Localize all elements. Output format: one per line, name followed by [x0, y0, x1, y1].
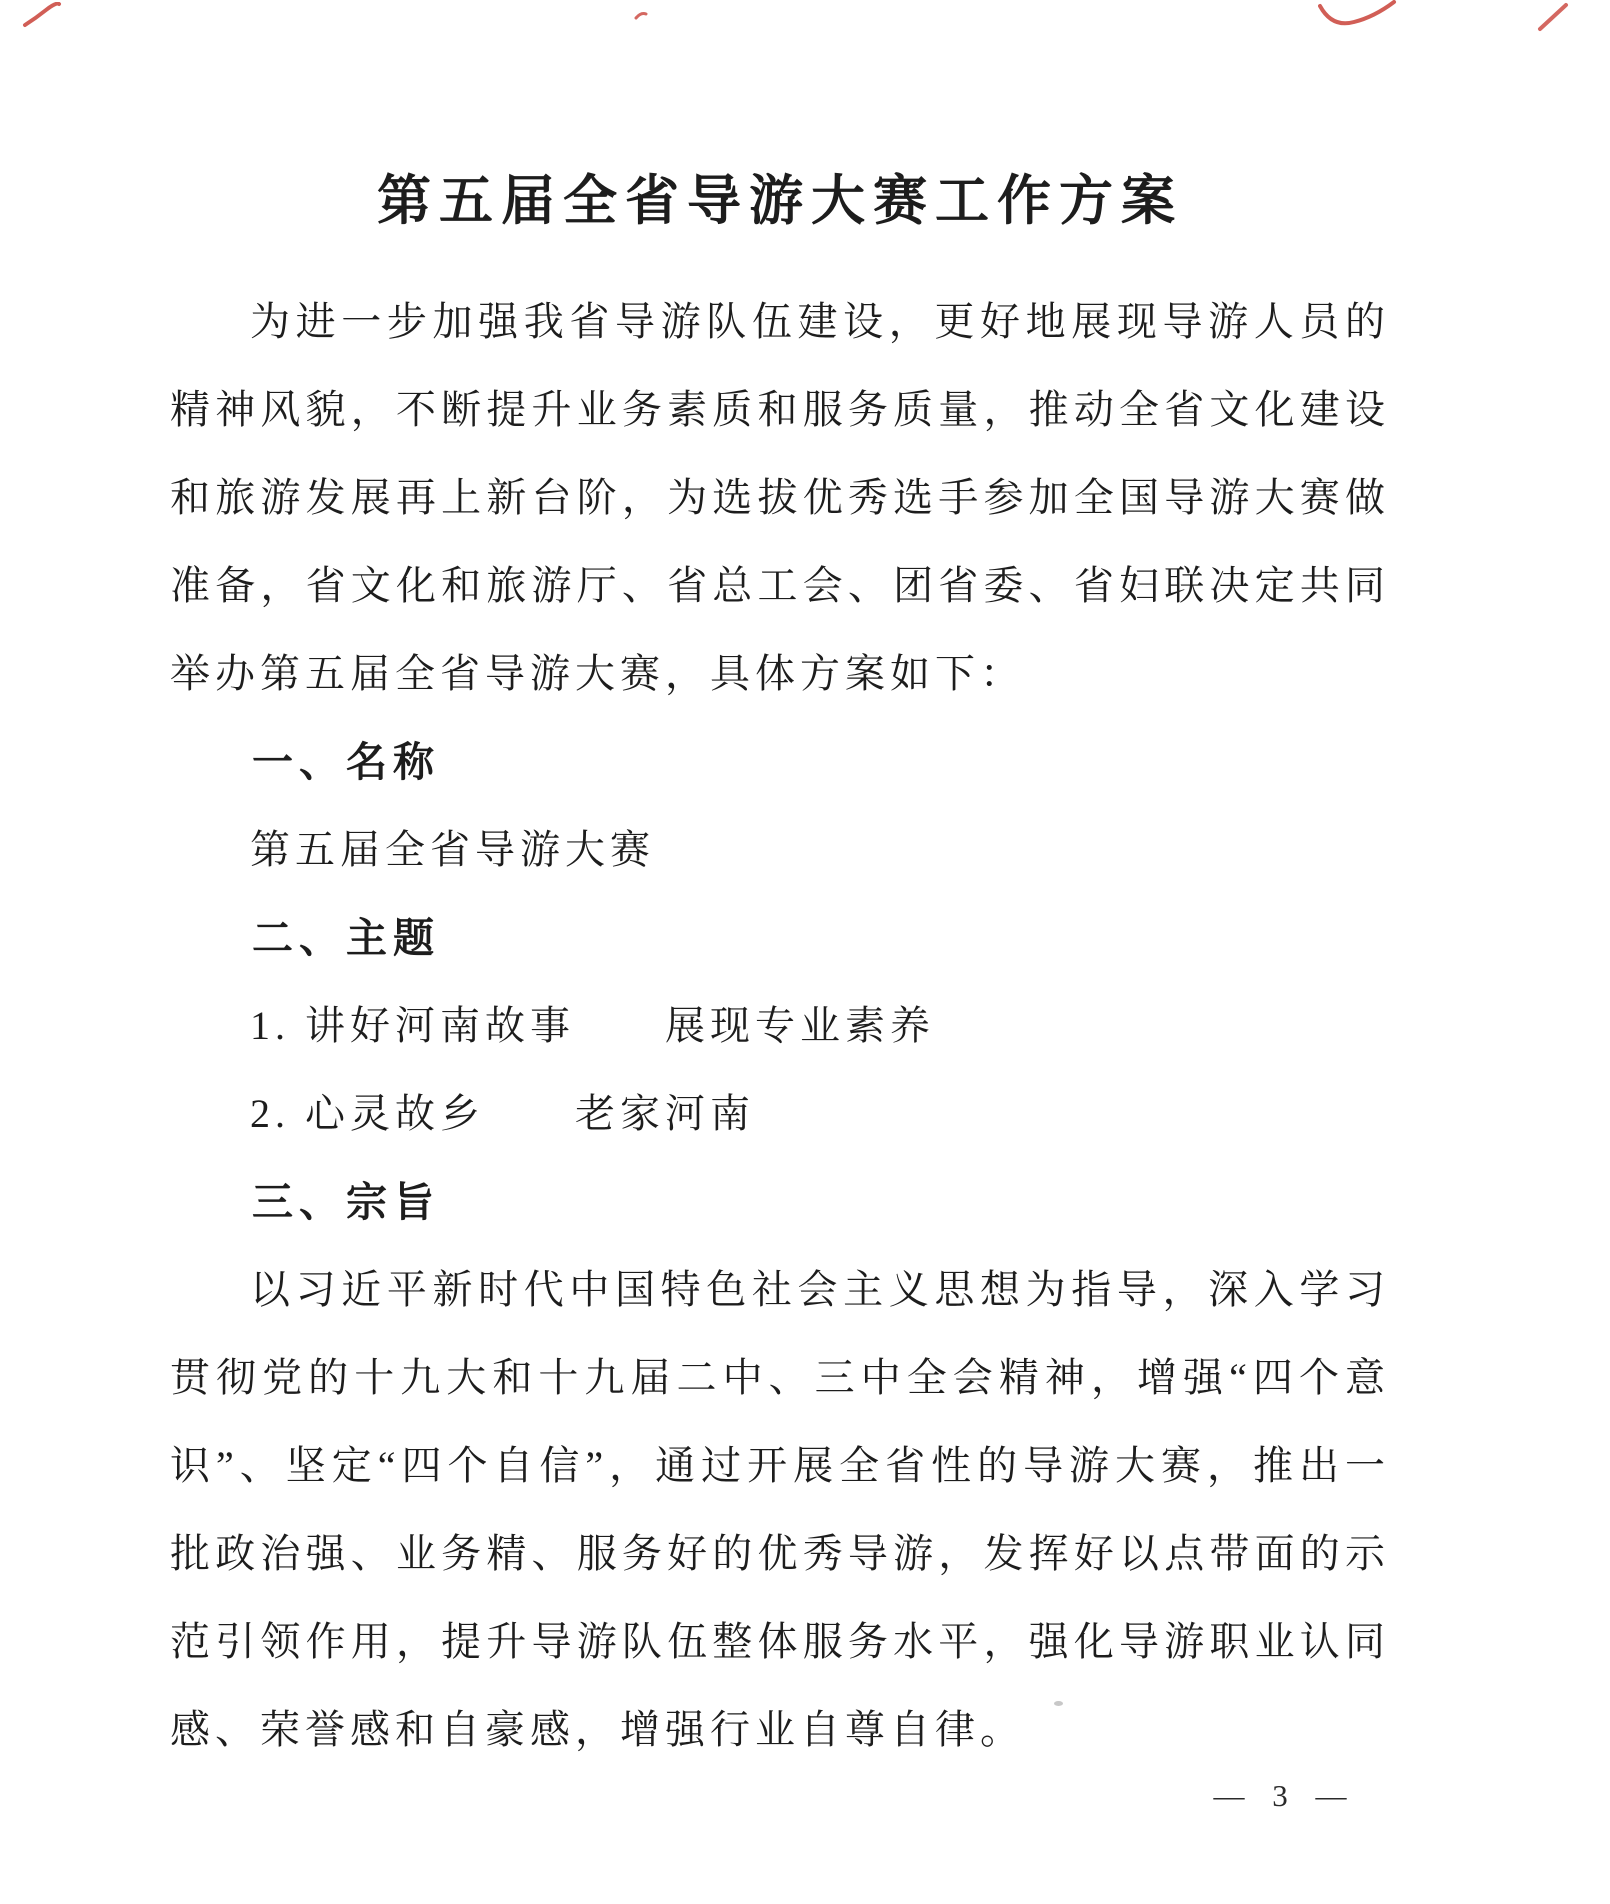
section-heading-theme: 二、主题	[252, 915, 440, 961]
theme-item-1: 1. 讲好河南故事 展现专业素养	[250, 1003, 935, 1048]
scan-artifact-red-stroke-left	[22, 2, 62, 28]
document-title: 第五届全省导游大赛工作方案	[377, 171, 1183, 231]
scan-artifact-red-speck-center	[634, 10, 648, 20]
document-body	[170, 278, 1390, 1774]
section-name-value: 第五届全省导游大赛	[250, 827, 655, 872]
scan-artifact-gray-speck	[1054, 1701, 1063, 1706]
scan-artifact-red-stroke-far-right	[1536, 2, 1570, 32]
intro-paragraph: 为进一步加强我省导游队伍建设，更好地展现导游人员的精神风貌，不断提升业务素质和服务质量，推动全省文化建设和旅游发展再上新台阶，为选拔优秀选手参加全国导游大赛做准备，省文化和旅游厅、省总工会、团省委、省妇联决定共同举办第五届全省导游大赛，具体方案如下：	[170, 299, 1390, 696]
scan-artifact-red-curl-right	[1318, 0, 1398, 32]
section-heading-name: 一、名称	[252, 739, 440, 785]
purpose-paragraph: 以习近平新时代中国特色社会主义思想为指导，深入学习贯彻党的十九大和十九届二中、三中全会精神，增强“四个意识”、坚定“四个自信”，通过开展全省性的导游大赛，推出一批政治强、业务精、服务好的优秀导游，发挥好以点带面的示范引领作用，提升导游队伍整体服务水平，强化导游职业认同感、荣誉感和自豪感，增强行业自尊自律。	[170, 1267, 1390, 1752]
theme-item-2: 2. 心灵故乡 老家河南	[250, 1091, 755, 1136]
page-number: — 3 —	[1213, 1778, 1357, 1813]
section-heading-purpose: 三、宗旨	[252, 1179, 440, 1225]
